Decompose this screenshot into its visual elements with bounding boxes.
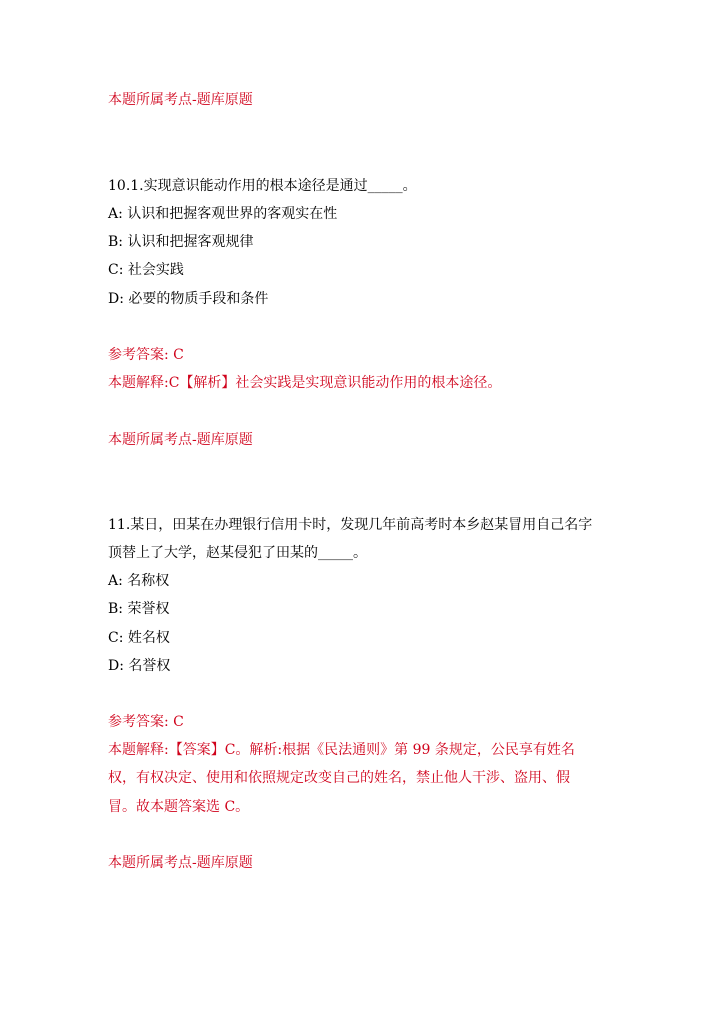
option-b: B: 认识和把握客观规律 <box>108 234 254 250</box>
option-b: B: 荣誉权 <box>108 601 170 617</box>
explanation-line-2: 权，有权决定、使用和依照规定改变自己的姓名，禁止他人干涉、盗用、假 <box>108 770 570 786</box>
option-c: C: 姓名权 <box>108 630 170 646</box>
question-stem-line-2: 顶替上了大学，赵某侵犯了田某的_____。 <box>108 545 367 561</box>
explanation-line-3: 冒。故本题答案选 C。 <box>108 799 250 815</box>
question-stem-line-1: 11.某日，田某在办理银行信用卡时，发现几年前高考时本乡赵某冒用自己名字 <box>108 517 593 533</box>
option-d: D: 必要的物质手段和条件 <box>108 291 269 307</box>
source-label-top: 本题所属考点-题库原题 <box>108 92 253 108</box>
explanation: 本题解释:C【解析】社会实践是实现意识能动作用的根本途径。 <box>108 375 502 391</box>
explanation-line-1: 本题解释:【答案】C。解析:根据《民法通则》第 99 条规定，公民享有姓名 <box>108 742 575 758</box>
question-stem: 10.1.实现意识能动作用的根本途径是通过_____。 <box>108 178 417 194</box>
answer-label: 参考答案: C <box>108 714 184 730</box>
option-d: D: 名誉权 <box>108 658 171 674</box>
option-a: A: 认识和把握客观世界的客观实在性 <box>108 206 338 222</box>
source-label: 本题所属考点-题库原题 <box>108 855 253 871</box>
option-a: A: 名称权 <box>108 573 170 589</box>
source-label: 本题所属考点-题库原题 <box>108 432 253 448</box>
answer-label: 参考答案: C <box>108 347 184 363</box>
option-c: C: 社会实践 <box>108 262 184 278</box>
